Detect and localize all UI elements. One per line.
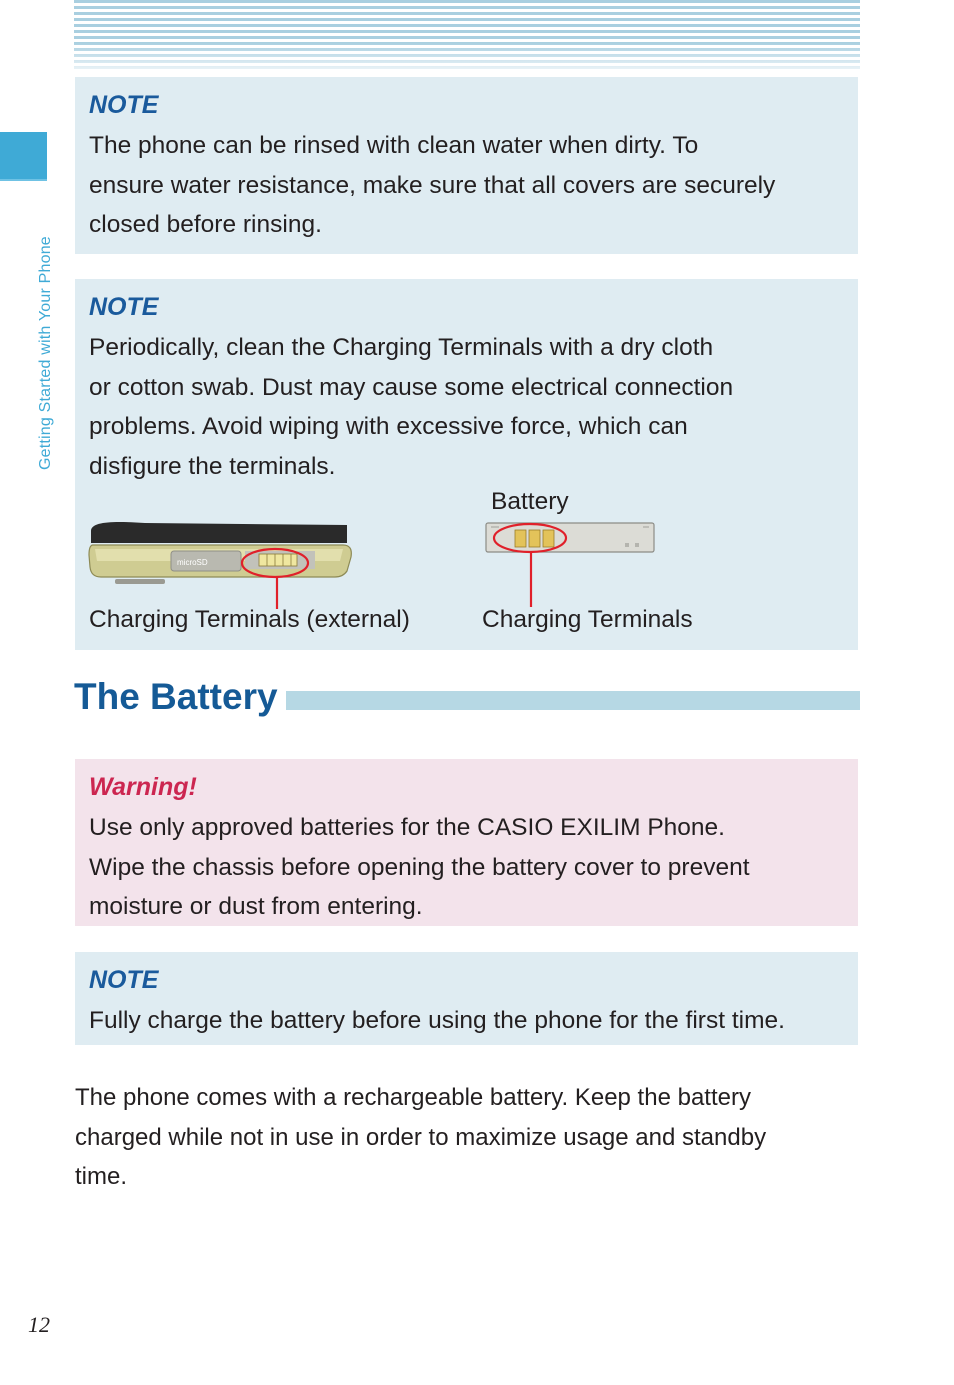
- note-title: NOTE: [89, 293, 159, 321]
- callout-battery-terminals: [485, 519, 575, 609]
- chapter-tab-underline: [0, 179, 47, 181]
- paragraph-line: time.: [75, 1163, 128, 1190]
- warning-line: Wipe the chassis before opening the battery cover to prevent: [89, 853, 750, 881]
- warning-line: moisture or dust from entering.: [89, 893, 423, 920]
- header-stripes: [74, 0, 860, 70]
- warning-text: [89, 808, 844, 927]
- note-line: disfigure the terminals.: [89, 452, 336, 480]
- chapter-tab-marker: [0, 132, 47, 179]
- note-text: [89, 126, 844, 245]
- section-title: The Battery: [74, 672, 286, 722]
- external-terminals-label: Charging Terminals (external): [89, 606, 410, 633]
- note-text: [89, 328, 844, 486]
- paragraph-line: The phone comes with a rechargeable battery. Keep the battery: [75, 1084, 751, 1111]
- battery-label: Battery: [491, 488, 569, 515]
- note-title: NOTE: [89, 91, 159, 119]
- warning-title: Warning!: [89, 773, 197, 801]
- note-line: or cotton swab. Dust may cause some electrical connection: [89, 373, 734, 401]
- microsd-slot-label: microSD: [177, 558, 208, 567]
- note-text: [89, 1001, 844, 1041]
- chapter-side-label: Getting Started with Your Phone: [37, 236, 54, 470]
- note-box-rinsing: [75, 77, 858, 254]
- note-line: problems. Avoid wiping with excessive force, which can: [89, 413, 688, 440]
- paragraph-line: charged while not in use in order to maximize usage and standby: [75, 1123, 767, 1151]
- battery-paragraph: [75, 1078, 865, 1197]
- page-number: 12: [28, 1312, 50, 1337]
- warning-box: [75, 759, 858, 926]
- charging-terminals-label: Charging Terminals: [482, 606, 693, 633]
- note-line: The phone can be rinsed with clean water when dirty. To: [89, 132, 699, 159]
- note-line: Fully charge the battery before using the phone for the first time.: [89, 1007, 785, 1034]
- note-line: ensure water resistance, make sure that all covers are securely: [89, 171, 776, 199]
- note-box-full-charge: [75, 952, 858, 1045]
- note-line: Periodically, clean the Charging Terminals with a dry cloth: [89, 334, 714, 361]
- note-box-charging-terminals: [75, 279, 858, 650]
- note-line: closed before rinsing.: [89, 211, 322, 238]
- phone-side-button: [115, 579, 165, 584]
- warning-line: Use only approved batteries for the CASIO EXILIM Phone.: [89, 814, 725, 841]
- callout-external-terminals: [235, 537, 315, 611]
- note-title: NOTE: [89, 966, 159, 994]
